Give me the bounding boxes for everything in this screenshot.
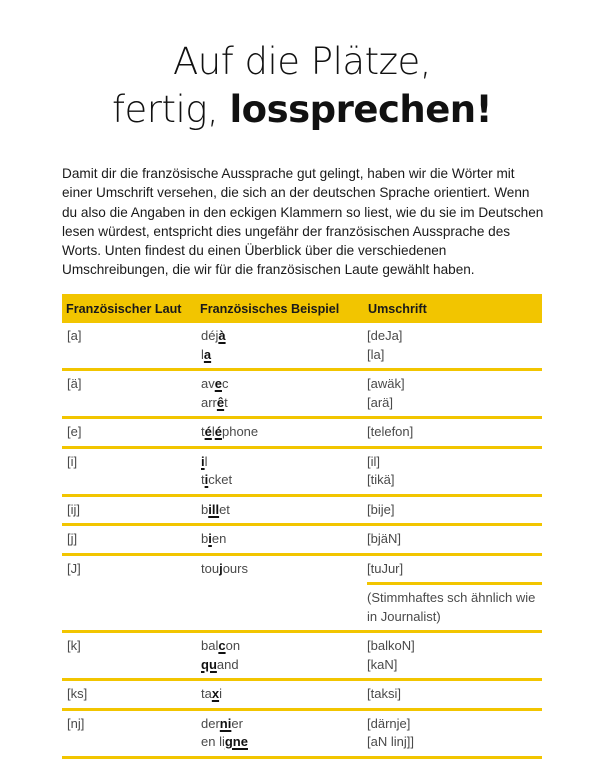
example-part: ours: [222, 560, 248, 576]
example-word: [201, 394, 364, 413]
header-beispiel: Französisches Beispiel: [200, 301, 340, 316]
transcription: [il]: [367, 453, 380, 469]
example-part: on: [225, 638, 241, 653]
laut-symbol: [j]: [67, 531, 78, 546]
example-part: b: [201, 531, 209, 546]
transcription: [arä]: [367, 394, 394, 410]
example-highlight: i: [201, 453, 205, 469]
transcription: [aN linj]]: [367, 734, 414, 749]
header-laut: Französischer Laut: [66, 301, 182, 316]
transcription: [därnje]: [367, 715, 411, 731]
cell-umschrift: [364, 495, 542, 525]
cell-laut: [62, 323, 196, 370]
table-row: [62, 370, 542, 418]
example-part: i: [219, 686, 222, 701]
example-word: [201, 685, 364, 704]
example-highlight: é: [204, 424, 212, 439]
transcription: [balkoN]: [367, 638, 415, 653]
cell-umschrift: [364, 370, 542, 418]
example-part: t: [201, 424, 205, 439]
transcription: [awäk]: [367, 376, 405, 391]
cell-laut: [62, 370, 196, 418]
example-part: l: [201, 346, 204, 362]
example-word: [201, 453, 364, 472]
example-highlight: qu: [201, 656, 217, 672]
pronunciation-table: [62, 294, 542, 759]
table-row: [62, 632, 542, 680]
example-word: [201, 733, 364, 752]
transcription: [la]: [367, 346, 385, 362]
table-row: [62, 495, 542, 525]
transcription: [bjäN]: [367, 531, 401, 546]
cell-umschrift: [364, 680, 542, 710]
cell-laut: [62, 680, 196, 710]
header-umschrift: Umschrift: [368, 301, 427, 316]
example-part: l: [204, 453, 208, 469]
table-row: [62, 447, 542, 495]
laut-symbol: [J]: [67, 560, 81, 576]
transcription: [telefon]: [367, 424, 414, 439]
cell-umschrift: [364, 554, 542, 632]
example-part: bal: [201, 638, 219, 653]
example-word: [201, 656, 364, 675]
example-highlight: gne: [224, 734, 248, 749]
example-word: [201, 501, 364, 520]
table-row: [62, 323, 542, 370]
table-row: [62, 554, 542, 632]
laut-symbol: [ij]: [67, 501, 80, 517]
example-word: [201, 375, 364, 394]
table-row: [62, 418, 542, 448]
example-part: b: [201, 501, 209, 517]
laut-symbol: [ä]: [67, 376, 82, 391]
transcription: [bije]: [367, 501, 395, 517]
example-highlight: i: [208, 531, 212, 546]
title-line-2-prefix: fertig,: [111, 88, 230, 131]
example-highlight: é: [214, 424, 222, 439]
example-highlight: c: [218, 638, 226, 653]
cell-laut: [62, 525, 196, 555]
laut-symbol: [e]: [67, 424, 82, 439]
cell-umschrift: [364, 632, 542, 680]
cell-beispiel: [196, 370, 364, 418]
example-highlight: ni: [219, 715, 232, 731]
cell-laut: [62, 554, 196, 632]
example-highlight: e: [214, 376, 222, 391]
cell-beispiel: [196, 554, 364, 632]
cell-umschrift: [364, 323, 542, 370]
example-highlight: x: [211, 686, 220, 701]
title-line-2-bold: lossprechen!: [229, 88, 493, 131]
table-header-row: [62, 294, 542, 323]
example-part: c: [221, 376, 229, 391]
cell-beispiel: [196, 323, 364, 370]
example-part: déj: [201, 328, 219, 343]
transcription: [deJa]: [367, 328, 403, 343]
example-highlight: i: [204, 472, 209, 487]
cell-beispiel: [196, 418, 364, 448]
cell-laut: [62, 447, 196, 495]
cell-umschrift: [364, 525, 542, 555]
example-part: der: [201, 715, 220, 731]
example-word: [201, 327, 364, 346]
example-highlight: j: [219, 560, 223, 576]
laut-symbol: [ks]: [67, 686, 88, 701]
transcription-note: (Stimmhaftes sch ähnlich wie in Journalist): [367, 582, 542, 626]
example-part: er: [231, 715, 243, 731]
title-line-1: Auf die Plätze,: [172, 40, 432, 83]
example-part: av: [201, 376, 215, 391]
example-highlight: ê: [216, 394, 225, 410]
example-word: [201, 560, 364, 579]
example-part: phone: [221, 424, 259, 439]
example-word: [201, 715, 364, 734]
example-part: en li: [201, 734, 225, 749]
example-highlight: ill: [208, 501, 220, 517]
example-highlight: a: [203, 346, 212, 362]
cell-beispiel: [196, 495, 364, 525]
example-part: en: [211, 531, 227, 546]
example-word: [201, 530, 364, 549]
cell-umschrift: [364, 418, 542, 448]
intro-paragraph: Damit dir die französische Aussprache gut gelingt, haben wir die Wörter mit einer Umschrift versehen, die sich an der deutschen Sprache orientiert. Wenn du also die Angaben in den eckigen Klammern so liest, wie du sie im Deutschen lesen würdest, entspricht dies ungefähr der französischen Aussprache des Worts. Unten findest du einen Überblick über die verschiedenen Umschreibungen, die wir für die französischen Laute gewählt haben.: [62, 166, 544, 278]
laut-symbol: [a]: [67, 328, 82, 343]
transcription: [tuJur]: [367, 560, 404, 576]
cell-umschrift: [364, 447, 542, 495]
example-part: and: [216, 656, 239, 672]
transcription: [kaN]: [367, 656, 398, 672]
example-part: arr: [201, 394, 217, 410]
table-row: [62, 680, 542, 710]
example-part: t: [201, 472, 205, 487]
example-word: [201, 637, 364, 656]
cell-beispiel: [196, 632, 364, 680]
table-row: [62, 525, 542, 555]
example-part: t: [224, 394, 228, 410]
cell-laut: [62, 495, 196, 525]
example-word: [201, 423, 364, 442]
table-body: [62, 323, 542, 757]
transcription: [tikä]: [367, 472, 395, 487]
transcription: [taksi]: [367, 686, 401, 701]
laut-symbol: [nj]: [67, 715, 85, 731]
example-part: et: [219, 501, 230, 517]
laut-symbol: [k]: [67, 638, 81, 653]
cell-beispiel: [196, 525, 364, 555]
page-title: [0, 38, 604, 134]
example-part: ta: [201, 686, 212, 701]
cell-laut: [62, 632, 196, 680]
example-highlight: à: [218, 328, 226, 343]
cell-laut: [62, 418, 196, 448]
laut-symbol: [i]: [67, 453, 78, 469]
example-part: cket: [208, 472, 233, 487]
cell-beispiel: [196, 680, 364, 710]
example-part: tou: [201, 560, 220, 576]
example-part: l: [211, 424, 215, 439]
example-word: [201, 471, 364, 490]
cell-beispiel: [196, 447, 364, 495]
example-word: [201, 346, 364, 365]
